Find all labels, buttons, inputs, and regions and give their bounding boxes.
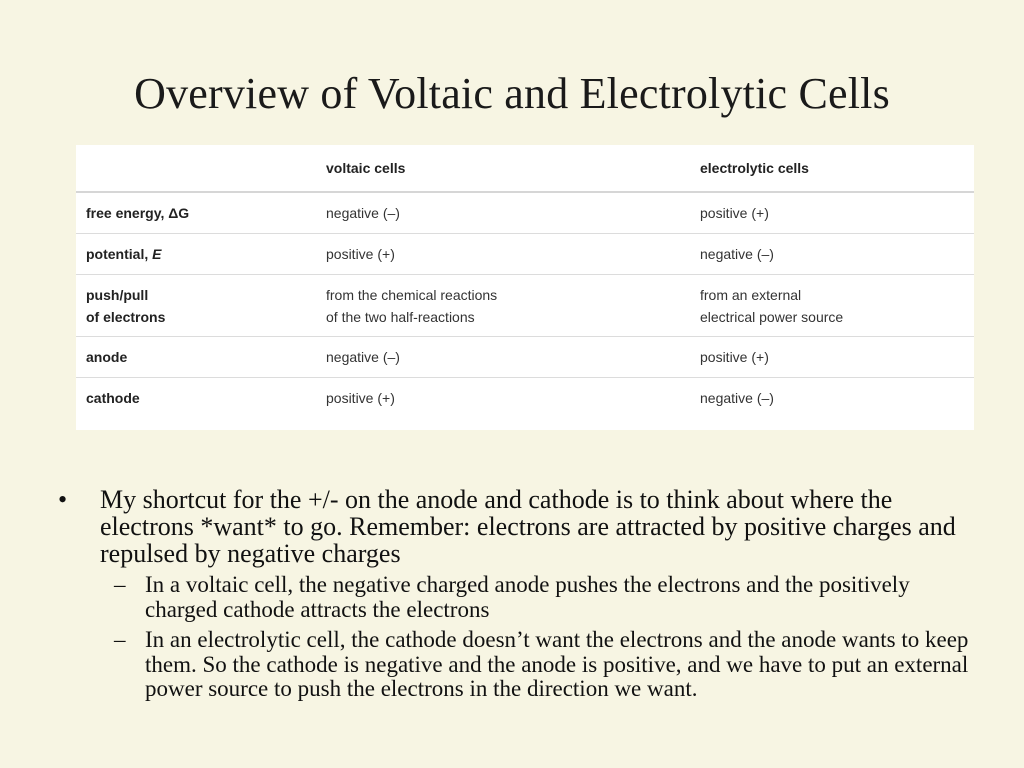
row-label-text: potential, xyxy=(86,246,153,262)
sub-bullet-item xyxy=(56,628,976,702)
sub-bullet-item xyxy=(56,573,976,622)
electrolytic-value-line: from an external xyxy=(700,286,802,303)
row-label: free energy, ΔG xyxy=(76,192,326,234)
row-label-line: of electrons xyxy=(86,308,166,325)
voltaic-value xyxy=(326,275,700,337)
voltaic-value: negative (–) xyxy=(326,192,700,234)
table-header-row xyxy=(76,145,974,192)
row-label xyxy=(76,275,326,337)
electrolytic-value xyxy=(700,275,974,337)
table-row-potential xyxy=(76,234,974,275)
electrolytic-value: positive (+) xyxy=(700,192,974,234)
sub-bullet-text: In a voltaic cell, the negative charged anode pushes the electrons and the positively charged cathode attracts the electrons xyxy=(145,572,910,622)
electrolytic-value: negative (–) xyxy=(700,234,974,275)
voltaic-value: negative (–) xyxy=(326,337,700,378)
table-row-free-energy xyxy=(76,192,974,234)
voltaic-value-line: of the two half-reactions xyxy=(326,308,475,325)
bullet-list xyxy=(56,486,976,702)
bullet-text: My shortcut for the +/- on the anode and cathode is to think about where the electrons *want* to go. Remember: electrons are attracted by positive charges and repulsed by negative charges xyxy=(100,485,956,568)
electrolytic-value: negative (–) xyxy=(700,390,774,406)
voltaic-value: positive (+) xyxy=(326,390,395,406)
row-label xyxy=(76,234,326,275)
electrolytic-value: positive (+) xyxy=(700,337,974,378)
row-label-line: push/pull xyxy=(86,286,149,303)
header-electrolytic-cells: electrolytic cells xyxy=(700,145,974,192)
header-voltaic-cells: voltaic cells xyxy=(326,145,700,192)
comparison-table-panel xyxy=(76,145,974,430)
row-label: cathode xyxy=(86,390,140,406)
bullet-marker: • xyxy=(58,485,68,514)
voltaic-value-line: from the chemical reactions xyxy=(326,286,498,303)
slide-title: Overview of Voltaic and Electrolytic Cells xyxy=(134,69,890,118)
table-row-anode xyxy=(76,337,974,378)
header-empty xyxy=(76,145,326,192)
table-row-push-pull xyxy=(76,275,974,337)
bullet-item xyxy=(56,486,976,567)
sub-bullet-text: In an electrolytic cell, the cathode doesn’t want the electrons and the anode wants to keep them. So the cathode is negative and the anode is positive, and we have to put an external power source to push the electrons in the direction we want. xyxy=(145,627,969,701)
voltaic-value: positive (+) xyxy=(326,234,700,275)
table-row-cathode xyxy=(76,378,974,419)
row-label: anode xyxy=(76,337,326,378)
row-label-variable: E xyxy=(152,246,162,262)
sub-bullet-marker: – xyxy=(114,572,126,597)
comparison-table xyxy=(76,145,974,418)
electrolytic-value-line: electrical power source xyxy=(700,308,844,325)
sub-bullet-marker: – xyxy=(114,627,126,652)
